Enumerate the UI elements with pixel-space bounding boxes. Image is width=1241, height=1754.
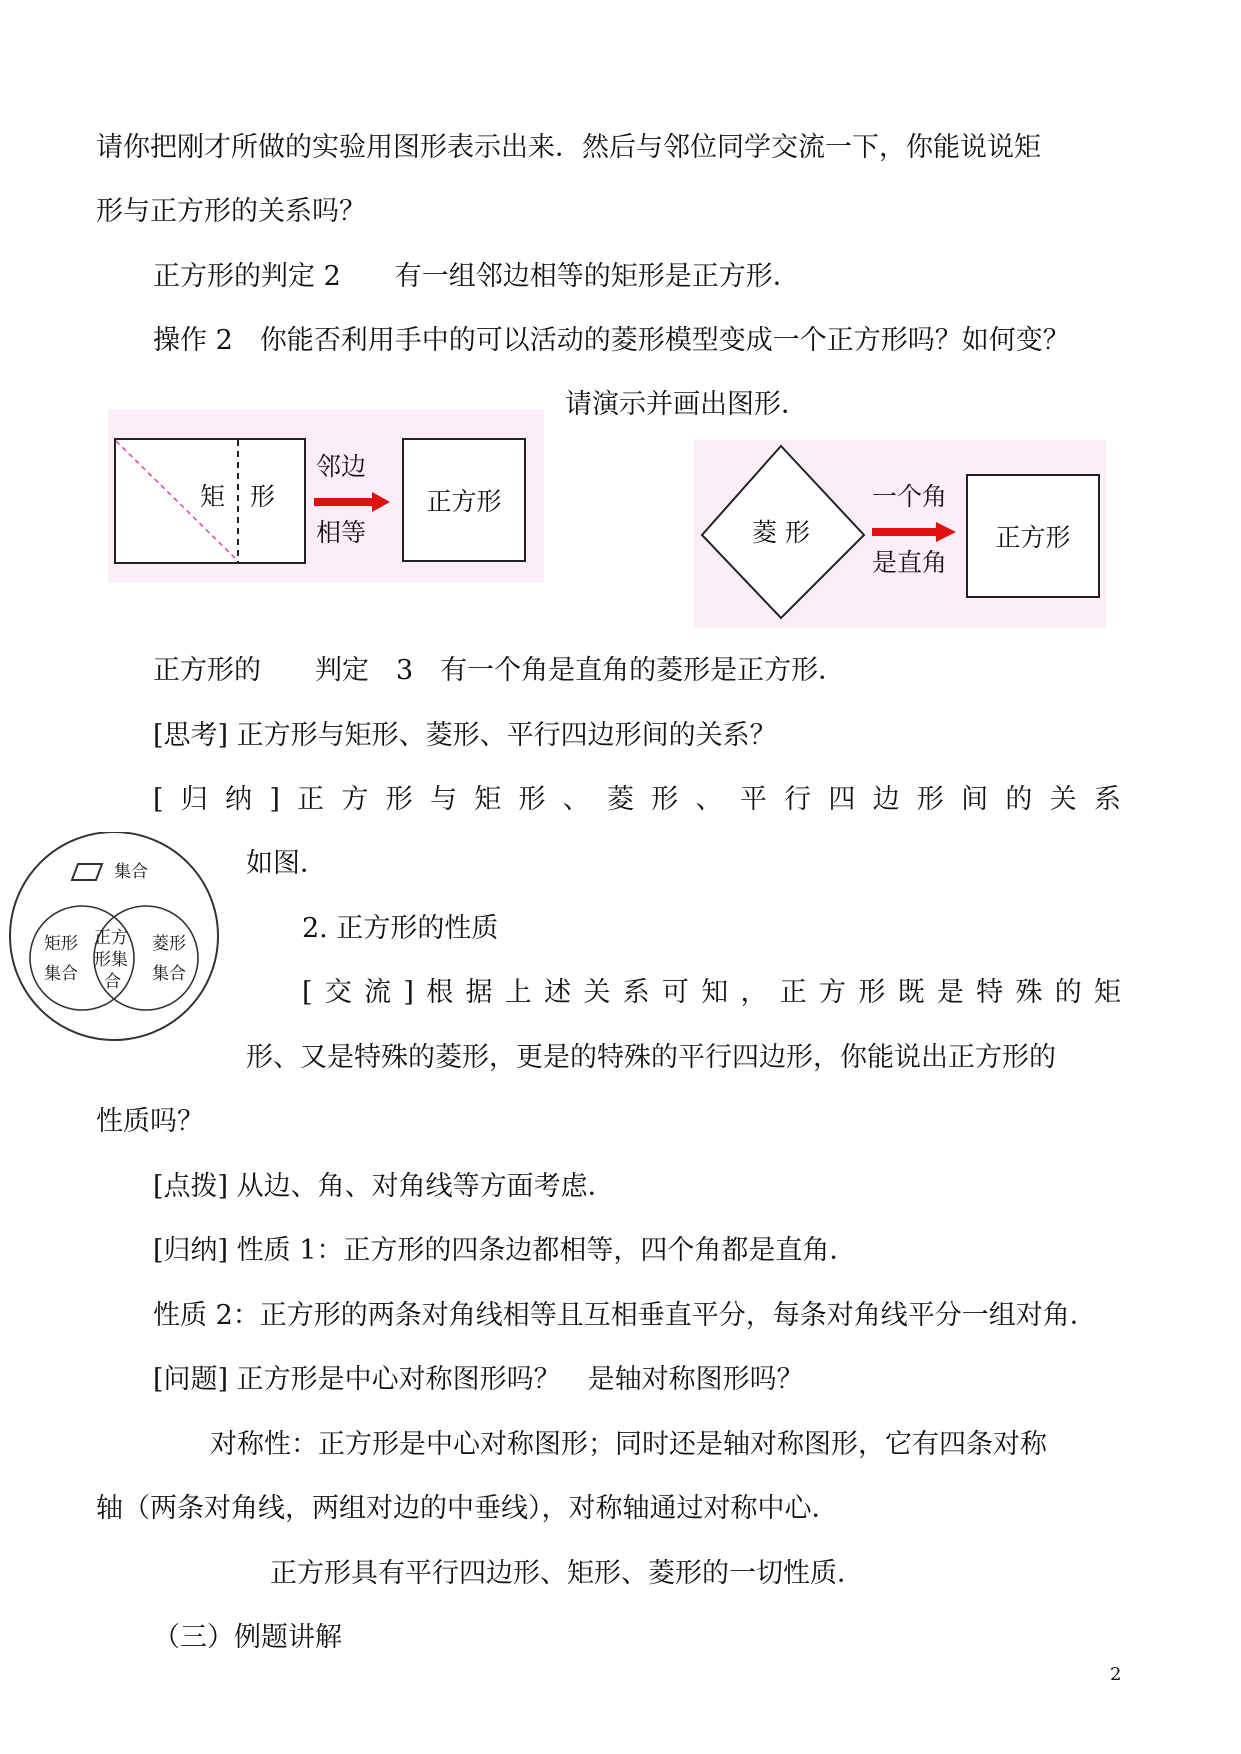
paragraph-line: 正方形的 判定 3 有一个角是直角的菱形是正方形． — [153, 655, 846, 686]
paragraph-line: 性质 2：正方形的两条对角线相等且互相垂直平分，每条对角线平分一组对角． — [153, 1300, 1097, 1331]
spread-char: 纳 — [225, 784, 253, 815]
arrow-label-bottom: 相等 — [316, 518, 367, 547]
spread-char: 特 — [976, 977, 1004, 1008]
spread-paragraph-line — [302, 973, 1121, 1013]
spread-char: 平 — [739, 784, 767, 815]
rectangle-label-2: 形 — [250, 482, 276, 511]
paragraph-line: 轴（两条对角线，两组对边的中垂线），对称轴通过对称中心． — [96, 1493, 839, 1524]
spread-char: 、 — [562, 784, 590, 815]
spread-char: 行 — [784, 784, 812, 815]
parallelogram-icon — [70, 862, 104, 882]
spread-char: 间 — [961, 784, 989, 815]
spread-char: 根 — [426, 977, 454, 1008]
paragraph-line: 操作 2 你能否利用手中的可以活动的菱形模型变成一个正方形吗？如何变？ — [153, 325, 1070, 356]
spread-char: 殊 — [1015, 977, 1043, 1008]
spread-char: 、 — [695, 784, 723, 815]
spread-char: 是 — [936, 977, 964, 1008]
spread-char: 的 — [1054, 977, 1082, 1008]
venn-right-label-2: 集合 — [152, 964, 186, 984]
venn-middle-label-1: 正方 — [94, 928, 128, 948]
venn-diagram — [6, 832, 222, 1048]
spread-char: 交 — [324, 977, 352, 1008]
paragraph-line: [点拨] 从边、角、对角线等方面考虑． — [153, 1171, 615, 1202]
paragraph-line: 形、又是特殊的菱形，更是的特殊的平行四边形，你能说出正方形的 — [246, 1042, 1056, 1073]
spread-char: 形 — [518, 784, 546, 815]
paragraph-line: 正方形的判定 2 有一组邻边相等的矩形是正方形． — [153, 261, 800, 292]
spread-char: 矩 — [1094, 977, 1121, 1008]
spread-char: 的 — [1005, 784, 1033, 815]
venn-middle-label-2: 形集 — [94, 950, 128, 970]
square-box: 正方形 — [966, 474, 1100, 598]
spread-char: 形 — [651, 784, 679, 815]
spread-char: 形 — [385, 784, 413, 815]
paragraph-line: 请演示并画出图形． — [565, 389, 808, 420]
spread-char: 方 — [341, 784, 369, 815]
paragraph-line: 正方形具有平行四边形、矩形、菱形的一切性质． — [270, 1558, 864, 1589]
arrow-label-top: 一个角 — [872, 482, 948, 511]
spread-char: 方 — [819, 977, 847, 1008]
spread-char: 边 — [872, 784, 900, 815]
spread-char: ] — [403, 977, 414, 1008]
spread-char: 既 — [897, 977, 925, 1008]
section-heading: 2. 正方形的性质 — [302, 913, 499, 944]
arrow-label-top: 邻边 — [316, 452, 367, 481]
spread-char: 流 — [364, 977, 392, 1008]
venn-left-label-1: 矩形 — [44, 934, 78, 954]
venn-right-label-1: 菱形 — [152, 934, 186, 954]
spread-char: 上 — [504, 977, 532, 1008]
spread-char: 可 — [661, 977, 689, 1008]
spread-char: 关 — [1049, 784, 1077, 815]
rectangle-to-square-figure — [108, 410, 544, 582]
spread-char: [ — [302, 977, 313, 1008]
red-arrow — [314, 490, 394, 514]
paragraph-line: [问题] 正方形是中心对称图形吗？ 是轴对称图形吗？ — [153, 1364, 804, 1395]
paragraph-line: 请你把刚才所做的实验用图形表示出来．然后与邻位同学交流一下，你能说说矩 — [96, 132, 1041, 163]
spread-paragraph-line — [153, 780, 1121, 820]
paragraph-line: [归纳] 性质 1：正方形的四条边都相等，四个角都是直角． — [153, 1235, 857, 1266]
paragraph-line: 如图． — [246, 848, 327, 879]
rhombus-label: 菱 形 — [752, 518, 810, 547]
arrow-label-bottom: 是直角 — [872, 548, 948, 577]
spread-char: 述 — [544, 977, 572, 1008]
spread-char: 与 — [429, 784, 457, 815]
page-number: 2 — [1110, 1664, 1122, 1685]
spread-char: 关 — [583, 977, 611, 1008]
spread-char: 归 — [180, 784, 208, 815]
section-heading: （三）例题讲解 — [153, 1622, 342, 1653]
spread-char: 四 — [828, 784, 856, 815]
rhombus-to-square-figure — [694, 440, 1106, 628]
paragraph-line: 形与正方形的关系吗？ — [96, 196, 366, 227]
spread-char: 形 — [916, 784, 944, 815]
spread-char: 系 — [1093, 784, 1121, 815]
paragraph-line: [思考] 正方形与矩形、菱形、平行四边形间的关系？ — [153, 720, 777, 751]
spread-char: 知 — [701, 977, 729, 1008]
spread-char: 矩 — [474, 784, 502, 815]
spread-char: 菱 — [607, 784, 635, 815]
red-arrow — [872, 520, 962, 544]
venn-middle-label-3: 合 — [104, 972, 121, 992]
rectangle-label-1: 矩 — [200, 482, 226, 511]
spread-char: 形 — [858, 977, 886, 1008]
paragraph-line: 对称性：正方形是中心对称图形；同时还是轴对称图形，它有四条对称 — [210, 1429, 1047, 1460]
spread-char: ] — [269, 784, 280, 815]
spread-char: 正 — [297, 784, 325, 815]
spread-char: 据 — [465, 977, 493, 1008]
spread-char: 正 — [779, 977, 807, 1008]
venn-outer-label: 集合 — [114, 862, 148, 882]
spread-char: ， — [740, 977, 768, 1008]
spread-char: 系 — [622, 977, 650, 1008]
paragraph-line: 性质吗？ — [96, 1106, 204, 1137]
venn-left-label-2: 集合 — [44, 964, 78, 984]
spread-char: [ — [153, 784, 164, 815]
square-box: 正方形 — [402, 438, 526, 562]
